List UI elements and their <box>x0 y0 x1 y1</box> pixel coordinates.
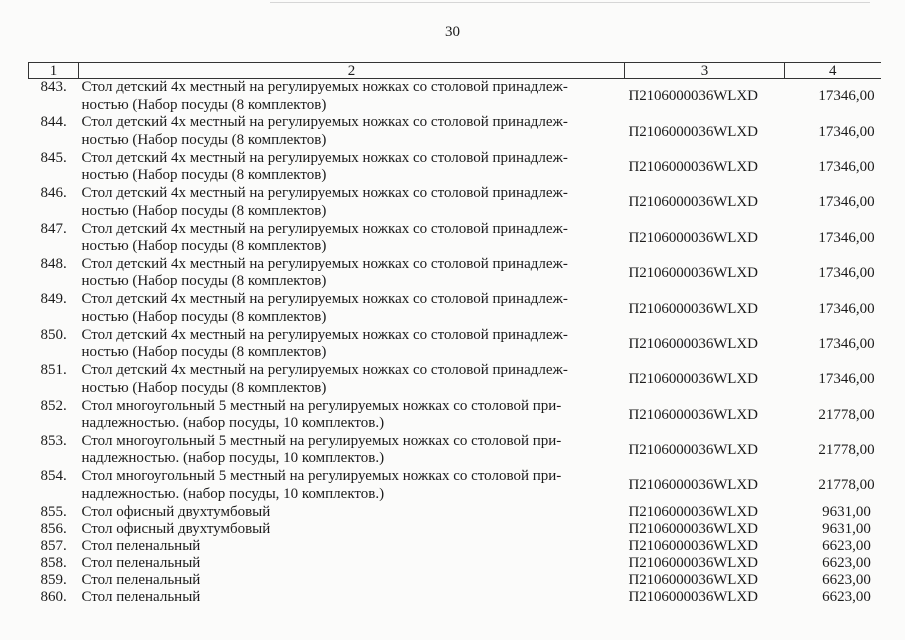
row-number: 848. <box>40 255 67 272</box>
item-price: 21778,00 <box>818 442 875 459</box>
item-price: 21778,00 <box>818 477 875 494</box>
table-row <box>29 362 881 397</box>
row-number: 856. <box>40 520 67 537</box>
row-number: 849. <box>40 291 67 308</box>
item-name-cell <box>79 398 625 433</box>
item-name-cell <box>79 572 625 589</box>
item-name-line: Стол пеленальный <box>81 537 201 554</box>
row-number: 860. <box>40 588 67 605</box>
table-row <box>29 572 881 589</box>
header-row <box>29 63 881 79</box>
item-code: П2106000036WLXD <box>628 520 758 537</box>
item-code: П2106000036WLXD <box>628 503 758 520</box>
item-name-cell <box>79 521 625 538</box>
item-name-cell <box>79 256 625 291</box>
item-name-line: ностью (Набор посуды (8 комплектов) <box>81 96 327 113</box>
item-name-line: Стол детский 4х местный на регулируемых ножках со столовой принадлеж- <box>81 185 568 202</box>
table-row <box>29 221 881 256</box>
item-price: 17346,00 <box>818 158 875 175</box>
item-code: П2106000036WLXD <box>628 442 758 459</box>
table-row <box>29 327 881 362</box>
item-price: 9631,00 <box>822 520 871 537</box>
scan-artifact-line <box>270 2 870 3</box>
item-code: П2106000036WLXD <box>628 571 758 588</box>
table-row <box>29 150 881 185</box>
item-name-line: Стол пеленальный <box>81 554 201 571</box>
item-code: П2106000036WLXD <box>628 537 758 554</box>
table-row <box>29 589 881 606</box>
table-row <box>29 256 881 291</box>
item-name-cell <box>79 504 625 521</box>
item-name-cell <box>79 362 625 397</box>
row-number: 851. <box>40 362 67 379</box>
header-col-3: 3 <box>625 63 785 79</box>
item-name-cell <box>79 538 625 555</box>
item-name-line: ностью (Набор посуды (8 комплектов) <box>81 238 327 255</box>
row-number: 859. <box>40 571 67 588</box>
item-name-line: ностью (Набор посуды (8 комплектов) <box>81 344 327 361</box>
item-price: 17346,00 <box>818 335 875 352</box>
table-row <box>29 433 881 468</box>
items-table <box>28 62 881 606</box>
item-code: П2106000036WLXD <box>628 335 758 352</box>
item-name-line: надлежностью. (набор посуды, 10 комплектов.) <box>81 415 385 432</box>
row-number: 846. <box>40 185 67 202</box>
item-price: 6623,00 <box>822 571 871 588</box>
row-number: 852. <box>40 397 67 414</box>
item-name-cell <box>79 555 625 572</box>
item-code: П2106000036WLXD <box>628 406 758 423</box>
item-name-line: надлежностью. (набор посуды, 10 комплектов.) <box>81 450 385 467</box>
table-row <box>29 185 881 220</box>
row-number: 855. <box>40 503 67 520</box>
item-name-cell <box>79 114 625 149</box>
item-code: П2106000036WLXD <box>628 229 758 246</box>
item-name-line: ностью (Набор посуды (8 комплектов) <box>81 131 327 148</box>
row-number: 844. <box>40 114 67 131</box>
header-col-2: 2 <box>79 63 625 79</box>
page-number: 30 <box>445 24 460 40</box>
item-name-line: Стол многоугольный 5 местный на регулируемых ножках со столовой при- <box>81 397 562 414</box>
item-code: П2106000036WLXD <box>628 477 758 494</box>
item-price: 6623,00 <box>822 588 871 605</box>
item-price: 17346,00 <box>818 229 875 246</box>
item-name-line: Стол детский 4х местный на регулируемых ножках со столовой принадлеж- <box>81 326 568 343</box>
item-name-line: ностью (Набор посуды (8 комплектов) <box>81 308 327 325</box>
row-number: 843. <box>40 79 67 95</box>
table-body <box>29 79 881 606</box>
item-price: 6623,00 <box>822 554 871 571</box>
item-code: П2106000036WLXD <box>628 300 758 317</box>
row-number: 853. <box>40 432 67 449</box>
row-number: 845. <box>40 149 67 166</box>
table-row <box>29 521 881 538</box>
item-name-cell <box>79 589 625 606</box>
row-number: 857. <box>40 537 67 554</box>
item-price: 17346,00 <box>818 300 875 317</box>
item-name-cell <box>79 327 625 362</box>
row-number: 850. <box>40 326 67 343</box>
header-col-1: 1 <box>29 63 79 79</box>
table-row <box>29 114 881 149</box>
item-name-line: Стол детский 4х местный на регулируемых ножках со столовой принадлеж- <box>81 362 568 379</box>
item-code: П2106000036WLXD <box>628 371 758 388</box>
item-code: П2106000036WLXD <box>628 158 758 175</box>
table-row <box>29 468 881 503</box>
item-code: П2106000036WLXD <box>628 123 758 140</box>
item-code: П2106000036WLXD <box>628 194 758 211</box>
item-name-cell <box>79 291 625 326</box>
row-number: 847. <box>40 220 67 237</box>
item-price: 21778,00 <box>818 406 875 423</box>
item-price: 17346,00 <box>818 194 875 211</box>
item-name-cell <box>79 79 625 115</box>
table-row <box>29 504 881 521</box>
item-name-line: Стол пеленальный <box>81 571 201 588</box>
item-name-cell <box>79 185 625 220</box>
table-row <box>29 291 881 326</box>
header-col-4: 4 <box>785 63 881 79</box>
item-name-line: Стол детский 4х местный на регулируемых ножках со столовой принадлеж- <box>81 149 568 166</box>
item-name-line: Стол офисный двухтумбовый <box>81 520 271 537</box>
row-number: 858. <box>40 554 67 571</box>
item-name-line: ностью (Набор посуды (8 комплектов) <box>81 273 327 290</box>
item-price: 9631,00 <box>822 503 871 520</box>
item-name-cell <box>79 433 625 468</box>
item-price: 17346,00 <box>818 88 875 105</box>
item-name-cell <box>79 468 625 503</box>
item-name-line: Стол детский 4х местный на регулируемых ножках со столовой принадлеж- <box>81 79 568 95</box>
item-code: П2106000036WLXD <box>628 588 758 605</box>
item-price: 17346,00 <box>818 123 875 140</box>
item-code: П2106000036WLXD <box>628 265 758 282</box>
item-name-line: ностью (Набор посуды (8 комплектов) <box>81 202 327 219</box>
row-number: 854. <box>40 468 67 485</box>
item-name-line: Стол детский 4х местный на регулируемых ножках со столовой принадлеж- <box>81 114 568 131</box>
item-name-line: Стол пеленальный <box>81 588 201 605</box>
item-name-line: Стол многоугольный 5 местный на регулируемых ножках со столовой при- <box>81 468 562 485</box>
item-code: П2106000036WLXD <box>628 554 758 571</box>
item-price: 17346,00 <box>818 371 875 388</box>
table-row <box>29 79 881 115</box>
item-name-cell <box>79 150 625 185</box>
table-header <box>29 63 881 79</box>
item-name-line: Стол детский 4х местный на регулируемых ножках со столовой принадлеж- <box>81 291 568 308</box>
item-price: 6623,00 <box>822 537 871 554</box>
item-price: 17346,00 <box>818 265 875 282</box>
table-row <box>29 538 881 555</box>
item-name-line: ностью (Набор посуды (8 комплектов) <box>81 379 327 396</box>
item-name-line: Стол детский 4х местный на регулируемых ножках со столовой принадлеж- <box>81 220 568 237</box>
item-name-line: Стол детский 4х местный на регулируемых ножках со столовой принадлеж- <box>81 255 568 272</box>
item-name-line: ностью (Набор посуды (8 комплектов) <box>81 167 327 184</box>
table-row <box>29 555 881 572</box>
item-code: П2106000036WLXD <box>628 88 758 105</box>
item-name-cell <box>79 221 625 256</box>
item-name-line: Стол многоугольный 5 местный на регулируемых ножках со столовой при- <box>81 432 562 449</box>
item-name-line: Стол офисный двухтумбовый <box>81 503 271 520</box>
item-name-line: надлежностью. (набор посуды, 10 комплектов.) <box>81 485 385 502</box>
table-row <box>29 398 881 433</box>
